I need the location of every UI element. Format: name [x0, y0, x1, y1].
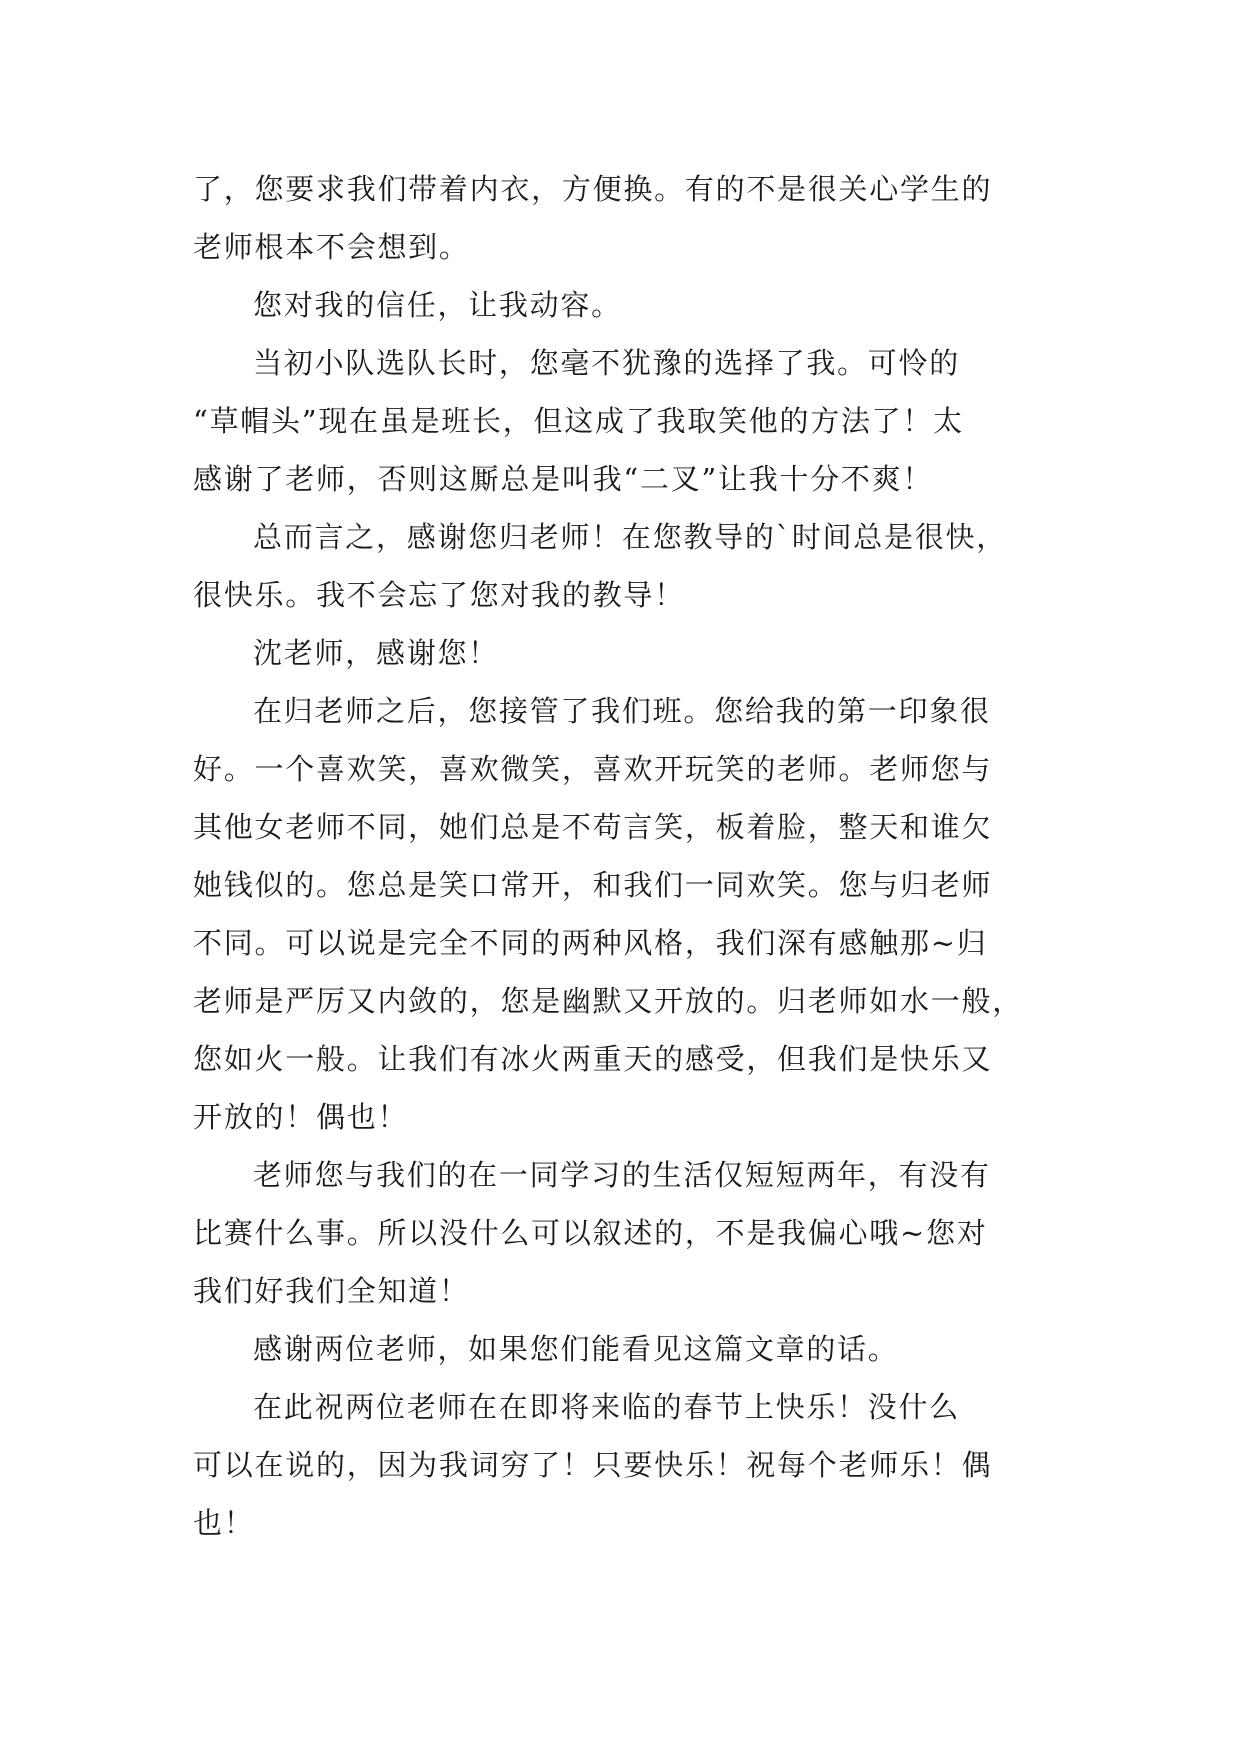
- text-line: 感谢两位老师，如果您们能看见这篇文章的话。: [253, 1332, 899, 1366]
- text-line: 很快乐。我不会忘了您对我的教导！: [193, 578, 685, 612]
- text-line: 不同。可以说是完全不同的两种风格，我们深有感触那~归: [193, 926, 988, 960]
- text-line: 总而言之，感谢您归老师！在您教导的`时间总是很快，: [253, 520, 1008, 554]
- text-line: 其他女老师不同，她们总是不苟言笑，板着脸，整天和谁欠: [193, 810, 993, 844]
- text-line: 了，您要求我们带着内衣，方便换。有的不是很关心学生的: [193, 172, 993, 206]
- text-line: 开放的！偶也！: [193, 1100, 409, 1134]
- text-line: 我们好我们全知道！: [193, 1274, 470, 1308]
- text-line: 可以在说的，因为我词穷了！只要快乐！祝每个老师乐！偶: [193, 1448, 993, 1482]
- text-line: 您如火一般。让我们有冰火两重天的感受，但我们是快乐又: [193, 1042, 993, 1076]
- text-line: 老师根本不会想到。: [193, 230, 470, 264]
- text-line: “草帽头”现在虽是班长，但这成了我取笑他的方法了！太: [193, 404, 964, 438]
- text-line: 她钱似的。您总是笑口常开，和我们一同欢笑。您与归老师: [193, 868, 993, 902]
- text-line: 当初小队选队长时，您毫不犹豫的选择了我。可怜的: [253, 346, 961, 380]
- text-line: 您对我的信任，让我动容。: [253, 288, 622, 322]
- text-line: 在归老师之后，您接管了我们班。您给我的第一印象很: [253, 694, 991, 728]
- text-line: 也！: [193, 1506, 255, 1540]
- text-line: 在此祝两位老师在在即将来临的春节上快乐！没什么: [253, 1390, 961, 1424]
- text-line: 老师是严厉又内敛的，您是幽默又开放的。归老师如水一般，: [193, 984, 1023, 1018]
- text-line: 好。一个喜欢笑，喜欢微笑，喜欢开玩笑的老师。老师您与: [193, 752, 993, 786]
- text-line: 老师您与我们的在一同学习的生活仅短短两年，有没有: [253, 1158, 991, 1192]
- document-body: [193, 160, 1053, 1552]
- text-line: 感谢了老师，否则这厮总是叫我“二叉”让我十分不爽！: [193, 462, 934, 496]
- text-line: 比赛什么事。所以没什么可以叙述的，不是我偏心哦~您对: [193, 1216, 988, 1250]
- text-line: 沈老师，感谢您！: [253, 636, 499, 670]
